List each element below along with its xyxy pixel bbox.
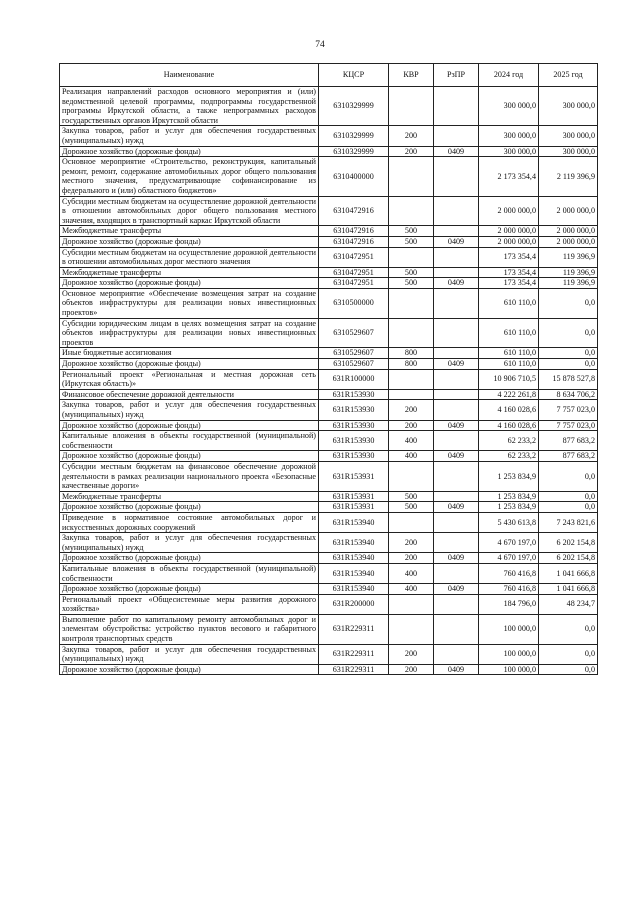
row-kvr: 500	[389, 267, 434, 278]
row-amount-2025: 119 396,9	[539, 278, 598, 289]
row-kcsr: 631R153931	[319, 491, 389, 502]
row-kvr: 200	[389, 126, 434, 146]
row-kvr: 400	[389, 431, 434, 451]
row-kcsr: 6310472951	[319, 247, 389, 267]
row-kvr: 400	[389, 563, 434, 583]
row-kvr	[389, 461, 434, 491]
row-rzpr: 0409	[434, 146, 479, 157]
row-amount-2024: 300 000,0	[479, 146, 539, 157]
table-row	[60, 146, 598, 157]
row-name: Дорожное хозяйство (дорожные фонды)	[60, 278, 319, 289]
row-name: Субсидии местным бюджетам на осуществление дорожной деятельности в отношении автомобильных дорог местного значения	[60, 247, 319, 267]
row-kvr: 200	[389, 644, 434, 664]
row-kcsr: 6310472916	[319, 196, 389, 226]
row-amount-2024: 760 416,8	[479, 584, 539, 595]
row-rzpr	[434, 267, 479, 278]
table-header-row	[60, 64, 598, 87]
row-amount-2024: 4 670 197,0	[479, 533, 539, 553]
row-rzpr	[434, 533, 479, 553]
row-rzpr	[434, 400, 479, 420]
row-amount-2024: 2 000 000,0	[479, 226, 539, 237]
row-amount-2024: 184 796,0	[479, 594, 539, 614]
header-kvr: КВР	[389, 64, 434, 87]
table-row	[60, 247, 598, 267]
row-amount-2025: 6 202 154,8	[539, 533, 598, 553]
row-rzpr	[434, 389, 479, 400]
row-amount-2025: 0,0	[539, 318, 598, 348]
row-amount-2025: 0,0	[539, 664, 598, 675]
table-row	[60, 278, 598, 289]
row-amount-2024: 610 110,0	[479, 359, 539, 370]
row-kvr	[389, 196, 434, 226]
row-name: Межбюджетные трансферты	[60, 491, 319, 502]
row-rzpr	[434, 644, 479, 664]
row-name: Выполнение работ по капитальному ремонту автомобильных дорог и элементам обустройства: устройство пунктов весового и габаритного контроля транспортных средств	[60, 614, 319, 644]
row-name: Дорожное хозяйство (дорожные фонды)	[60, 146, 319, 157]
row-amount-2025: 0,0	[539, 644, 598, 664]
row-amount-2024: 2 000 000,0	[479, 196, 539, 226]
table-row	[60, 420, 598, 431]
row-kcsr: 631R100000	[319, 369, 389, 389]
row-name: Закупка товаров, работ и услуг для обеспечения государственных (муниципальных) нужд	[60, 644, 319, 664]
row-amount-2025: 0,0	[539, 288, 598, 318]
row-kvr	[389, 614, 434, 644]
row-kvr: 500	[389, 278, 434, 289]
row-kcsr: 631R229311	[319, 614, 389, 644]
row-amount-2024: 610 110,0	[479, 318, 539, 348]
table-row	[60, 87, 598, 126]
row-rzpr	[434, 126, 479, 146]
row-name: Капитальные вложения в объекты государственной (муниципальной) собственности	[60, 563, 319, 583]
row-kcsr: 6310472951	[319, 267, 389, 278]
row-rzpr	[434, 461, 479, 491]
row-kcsr: 631R153931	[319, 461, 389, 491]
row-amount-2025: 300 000,0	[539, 146, 598, 157]
row-kcsr: 631R153940	[319, 563, 389, 583]
row-rzpr: 0409	[434, 502, 479, 513]
row-kcsr: 6310472951	[319, 278, 389, 289]
row-amount-2025: 0,0	[539, 614, 598, 644]
row-rzpr: 0409	[434, 278, 479, 289]
row-kcsr: 6310500000	[319, 288, 389, 318]
table-row	[60, 594, 598, 614]
table-row	[60, 553, 598, 564]
table-row	[60, 584, 598, 595]
row-amount-2024: 173 354,4	[479, 247, 539, 267]
table-row	[60, 196, 598, 226]
row-kvr: 200	[389, 146, 434, 157]
row-amount-2025: 2 000 000,0	[539, 226, 598, 237]
row-kcsr: 631R229311	[319, 644, 389, 664]
row-name: Основное мероприятие «Обеспечение возмещения затрат на создание объектов инфраструктуры для реализации новых инвестиционных проектов»	[60, 288, 319, 318]
row-amount-2024: 173 354,4	[479, 278, 539, 289]
row-name: Дорожное хозяйство (дорожные фонды)	[60, 420, 319, 431]
row-name: Капитальные вложения в объекты государственной (муниципальной) собственности	[60, 431, 319, 451]
row-amount-2024: 610 110,0	[479, 348, 539, 359]
row-amount-2024: 100 000,0	[479, 614, 539, 644]
row-rzpr	[434, 614, 479, 644]
row-amount-2024: 100 000,0	[479, 664, 539, 675]
row-name: Закупка товаров, работ и услуг для обеспечения государственных (муниципальных) нужд	[60, 400, 319, 420]
row-name: Основное мероприятие «Строительство, реконструкция, капитальный ремонт, ремонт, содержание автомобильных дорог общего пользования местного значения, предусматривающие софинансирование из федерального и (или) областного бюджетов»	[60, 157, 319, 196]
row-name: Дорожное хозяйство (дорожные фонды)	[60, 502, 319, 513]
row-kvr: 500	[389, 226, 434, 237]
row-kcsr: 6310472916	[319, 226, 389, 237]
row-amount-2024: 173 354,4	[479, 267, 539, 278]
table-row	[60, 236, 598, 247]
row-kcsr: 631R153930	[319, 389, 389, 400]
row-name: Финансовое обеспечение дорожной деятельности	[60, 389, 319, 400]
row-rzpr	[434, 157, 479, 196]
row-amount-2024: 2 173 354,4	[479, 157, 539, 196]
row-amount-2025: 7 757 023,0	[539, 400, 598, 420]
row-amount-2025: 7 243 821,6	[539, 512, 598, 532]
table-row	[60, 461, 598, 491]
row-kvr	[389, 369, 434, 389]
row-kcsr: 6310529607	[319, 359, 389, 370]
table-row	[60, 348, 598, 359]
row-amount-2025: 6 202 154,8	[539, 553, 598, 564]
row-amount-2025: 0,0	[539, 502, 598, 513]
row-kcsr: 6310329999	[319, 126, 389, 146]
row-kcsr: 6310529607	[319, 348, 389, 359]
row-rzpr	[434, 369, 479, 389]
row-name: Дорожное хозяйство (дорожные фонды)	[60, 451, 319, 462]
row-rzpr: 0409	[434, 451, 479, 462]
row-amount-2025: 2 000 000,0	[539, 196, 598, 226]
row-amount-2025: 119 396,9	[539, 247, 598, 267]
row-kvr	[389, 318, 434, 348]
row-rzpr	[434, 87, 479, 126]
row-amount-2024: 62 233,2	[479, 451, 539, 462]
row-kcsr: 631R229311	[319, 664, 389, 675]
row-kcsr: 631R153930	[319, 400, 389, 420]
row-rzpr: 0409	[434, 236, 479, 247]
row-kvr: 400	[389, 584, 434, 595]
row-amount-2024: 4 222 261,8	[479, 389, 539, 400]
row-kcsr: 631R153931	[319, 502, 389, 513]
row-rzpr	[434, 226, 479, 237]
table-row	[60, 644, 598, 664]
row-amount-2024: 1 253 834,9	[479, 491, 539, 502]
row-amount-2024: 4 670 197,0	[479, 553, 539, 564]
row-kvr	[389, 594, 434, 614]
row-amount-2024: 610 110,0	[479, 288, 539, 318]
row-kcsr: 631R153930	[319, 420, 389, 431]
row-rzpr	[434, 512, 479, 532]
table-row	[60, 389, 598, 400]
row-kcsr: 6310329999	[319, 87, 389, 126]
row-rzpr	[434, 491, 479, 502]
row-name: Дорожное хозяйство (дорожные фонды)	[60, 236, 319, 247]
row-amount-2024: 5 430 613,8	[479, 512, 539, 532]
row-amount-2024: 300 000,0	[479, 126, 539, 146]
table-row	[60, 267, 598, 278]
header-rzpr: РзПР	[434, 64, 479, 87]
row-amount-2025: 0,0	[539, 359, 598, 370]
table-row	[60, 563, 598, 583]
row-rzpr: 0409	[434, 584, 479, 595]
row-kvr: 500	[389, 236, 434, 247]
table-row	[60, 533, 598, 553]
table-row	[60, 226, 598, 237]
row-name: Региональный проект «Региональная и местная дорожная сеть (Иркутская область)»	[60, 369, 319, 389]
budget-table	[59, 63, 598, 675]
row-amount-2024: 760 416,8	[479, 563, 539, 583]
table-row	[60, 288, 598, 318]
row-kcsr: 631R200000	[319, 594, 389, 614]
row-kvr	[389, 157, 434, 196]
row-amount-2024: 10 906 710,5	[479, 369, 539, 389]
row-rzpr	[434, 431, 479, 451]
row-name: Дорожное хозяйство (дорожные фонды)	[60, 553, 319, 564]
row-amount-2025: 1 041 666,8	[539, 563, 598, 583]
row-kcsr: 6310400000	[319, 157, 389, 196]
row-kcsr: 6310529607	[319, 318, 389, 348]
row-amount-2025: 877 683,2	[539, 431, 598, 451]
row-rzpr	[434, 563, 479, 583]
row-name: Субсидии местным бюджетам на осуществление дорожной деятельности в отношении автомобильных дорог общего пользования местного значения, входящих в транспортный каркас Иркутской области	[60, 196, 319, 226]
row-amount-2025: 15 878 527,8	[539, 369, 598, 389]
row-amount-2024: 4 160 028,6	[479, 420, 539, 431]
row-kvr: 200	[389, 420, 434, 431]
header-2024: 2024 год	[479, 64, 539, 87]
table-row	[60, 431, 598, 451]
row-kvr: 200	[389, 400, 434, 420]
row-name: Межбюджетные трансферты	[60, 267, 319, 278]
row-name: Региональный проект «Общесистемные меры развития дорожного хозяйства»	[60, 594, 319, 614]
row-name: Иные бюджетные ассигнования	[60, 348, 319, 359]
row-amount-2025: 2 000 000,0	[539, 236, 598, 247]
header-name: Наименование	[60, 64, 319, 87]
row-kvr: 200	[389, 553, 434, 564]
row-kvr	[389, 389, 434, 400]
row-kcsr: 631R153940	[319, 584, 389, 595]
row-kcsr: 6310472916	[319, 236, 389, 247]
page-number: 74	[315, 40, 325, 50]
row-kvr: 800	[389, 348, 434, 359]
row-rzpr: 0409	[434, 664, 479, 675]
row-rzpr	[434, 247, 479, 267]
header-kcsr: КЦСР	[319, 64, 389, 87]
table-row	[60, 502, 598, 513]
row-rzpr	[434, 288, 479, 318]
row-kcsr: 6310329999	[319, 146, 389, 157]
row-kcsr: 631R153940	[319, 533, 389, 553]
row-name: Межбюджетные трансферты	[60, 226, 319, 237]
header-2025: 2025 год	[539, 64, 598, 87]
row-kvr	[389, 512, 434, 532]
row-name: Дорожное хозяйство (дорожные фонды)	[60, 584, 319, 595]
row-amount-2025: 0,0	[539, 348, 598, 359]
row-kcsr: 631R153930	[319, 451, 389, 462]
row-kvr	[389, 87, 434, 126]
row-kvr: 200	[389, 533, 434, 553]
row-name: Закупка товаров, работ и услуг для обеспечения государственных (муниципальных) нужд	[60, 533, 319, 553]
table-row	[60, 157, 598, 196]
row-rzpr: 0409	[434, 553, 479, 564]
row-rzpr	[434, 594, 479, 614]
row-kvr: 200	[389, 664, 434, 675]
row-amount-2024: 4 160 028,6	[479, 400, 539, 420]
row-kcsr: 631R153940	[319, 553, 389, 564]
row-rzpr	[434, 196, 479, 226]
row-rzpr: 0409	[434, 420, 479, 431]
row-amount-2025: 7 757 023,0	[539, 420, 598, 431]
row-amount-2025: 300 000,0	[539, 87, 598, 126]
table-row	[60, 451, 598, 462]
row-name: Субсидии местным бюджетам на финансовое обеспечение дорожной деятельности в рамках реализации национального проекта «Безопасные качественные дороги»	[60, 461, 319, 491]
row-kvr: 500	[389, 491, 434, 502]
row-rzpr: 0409	[434, 359, 479, 370]
row-name: Реализация направлений расходов основного мероприятия и (или) ведомственной целевой программы, подпрограммы государственной программы Иркутской области, а также непрограммных расходов государственных органов Иркутской области	[60, 87, 319, 126]
table-row	[60, 664, 598, 675]
row-kvr	[389, 247, 434, 267]
row-amount-2025: 877 683,2	[539, 451, 598, 462]
row-name: Приведение в нормативное состояние автомобильных дорог и искусственных дорожных сооружений	[60, 512, 319, 532]
row-amount-2025: 0,0	[539, 461, 598, 491]
row-kvr	[389, 288, 434, 318]
row-amount-2025: 1 041 666,8	[539, 584, 598, 595]
table-row	[60, 491, 598, 502]
row-amount-2025: 8 634 706,2	[539, 389, 598, 400]
row-amount-2024: 100 000,0	[479, 644, 539, 664]
table-row	[60, 614, 598, 644]
row-amount-2025: 300 000,0	[539, 126, 598, 146]
table-row	[60, 400, 598, 420]
row-kvr: 500	[389, 502, 434, 513]
table-row	[60, 369, 598, 389]
row-kvr: 800	[389, 359, 434, 370]
table-row	[60, 359, 598, 370]
row-name: Закупка товаров, работ и услуг для обеспечения государственных (муниципальных) нужд	[60, 126, 319, 146]
row-amount-2025: 2 119 396,9	[539, 157, 598, 196]
row-amount-2024: 300 000,0	[479, 87, 539, 126]
table-row	[60, 512, 598, 532]
row-amount-2025: 0,0	[539, 491, 598, 502]
row-name: Дорожное хозяйство (дорожные фонды)	[60, 664, 319, 675]
table-row	[60, 126, 598, 146]
row-name: Дорожное хозяйство (дорожные фонды)	[60, 359, 319, 370]
table-row	[60, 318, 598, 348]
row-kcsr: 631R153930	[319, 431, 389, 451]
row-amount-2025: 119 396,9	[539, 267, 598, 278]
row-rzpr	[434, 318, 479, 348]
row-amount-2024: 1 253 834,9	[479, 502, 539, 513]
row-kvr: 400	[389, 451, 434, 462]
row-rzpr	[434, 348, 479, 359]
row-name: Субсидии юридическим лицам в целях возмещения затрат на создание объектов инфраструктуры для реализации новых инвестиционных проектов	[60, 318, 319, 348]
row-amount-2025: 48 234,7	[539, 594, 598, 614]
row-kcsr: 631R153940	[319, 512, 389, 532]
row-amount-2024: 2 000 000,0	[479, 236, 539, 247]
row-amount-2024: 1 253 834,9	[479, 461, 539, 491]
row-amount-2024: 62 233,2	[479, 431, 539, 451]
